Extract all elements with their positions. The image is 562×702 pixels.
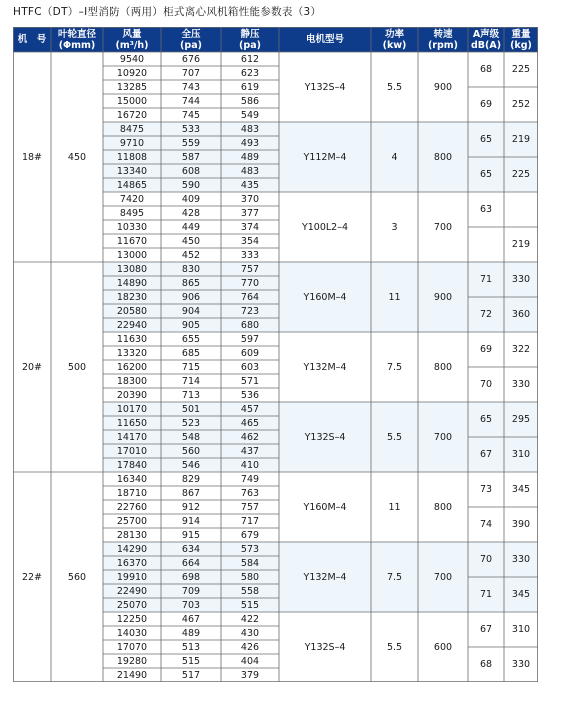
total-pressure-cell: 915 bbox=[181, 529, 201, 541]
total-pressure-cell: 450 bbox=[181, 235, 201, 247]
impeller-diameter: 560 bbox=[67, 571, 87, 583]
airflow-cell: 18710 bbox=[116, 487, 148, 499]
noise-level: 70 bbox=[479, 554, 493, 565]
static-pressure-cell: 377 bbox=[240, 207, 260, 219]
airflow-cell: 10170 bbox=[116, 403, 148, 415]
table-grid-lines bbox=[13, 27, 538, 682]
static-pressure-cell: 483 bbox=[240, 165, 260, 177]
static-pressure-cell: 770 bbox=[240, 277, 260, 289]
airflow-cell: 20580 bbox=[116, 305, 148, 317]
weight: 345 bbox=[511, 484, 531, 495]
motor-power: 5.5 bbox=[386, 81, 403, 93]
static-pressure-cell: 764 bbox=[240, 291, 260, 303]
motor-model: Y100L2–4 bbox=[301, 221, 349, 233]
total-pressure-cell: 745 bbox=[181, 109, 201, 121]
airflow-cell: 10920 bbox=[116, 67, 148, 79]
motor-speed: 600 bbox=[433, 641, 453, 653]
airflow-cell: 11630 bbox=[116, 333, 148, 345]
static-pressure-cell: 489 bbox=[240, 151, 260, 163]
motor-model: Y132S–4 bbox=[304, 641, 346, 653]
header-cell: 功率 (kw) bbox=[371, 27, 418, 52]
motor-power: 11 bbox=[388, 291, 401, 303]
motor-speed: 700 bbox=[433, 221, 453, 233]
noise-level: 67 bbox=[479, 449, 493, 460]
total-pressure-cell: 709 bbox=[181, 585, 201, 597]
static-pressure-cell: 493 bbox=[240, 137, 260, 149]
airflow-cell: 22760 bbox=[116, 501, 148, 513]
header-cell: 风量 (m³/h) bbox=[103, 27, 161, 52]
motor-speed: 800 bbox=[433, 361, 453, 373]
weight: 225 bbox=[511, 169, 531, 180]
table-title: HTFC（DT）–Ⅰ型消防（两用）柜式离心风机箱性能参数表（3） bbox=[13, 6, 322, 18]
weight: 360 bbox=[511, 309, 531, 320]
total-pressure-cell: 513 bbox=[181, 641, 201, 653]
airflow-cell: 21490 bbox=[116, 669, 148, 681]
weight: 252 bbox=[511, 99, 531, 110]
static-pressure-cell: 680 bbox=[240, 319, 260, 331]
static-pressure-cell: 603 bbox=[240, 361, 260, 373]
total-pressure-cell: 914 bbox=[181, 515, 201, 527]
weight: 330 bbox=[511, 274, 531, 285]
noise-level: 74 bbox=[479, 519, 493, 530]
noise-level: 65 bbox=[479, 134, 493, 145]
airflow-cell: 19280 bbox=[116, 655, 148, 667]
static-pressure-cell: 374 bbox=[240, 221, 260, 233]
airflow-cell: 17010 bbox=[116, 445, 148, 457]
header-cell: 全压 (pa) bbox=[161, 27, 221, 52]
impeller-diameter: 450 bbox=[67, 151, 87, 163]
motor-speed: 900 bbox=[433, 291, 453, 303]
airflow-cell: 14290 bbox=[116, 543, 148, 555]
total-pressure-cell: 546 bbox=[181, 459, 201, 471]
total-pressure-cell: 523 bbox=[181, 417, 201, 429]
weight: 310 bbox=[511, 449, 531, 460]
motor-speed: 700 bbox=[433, 431, 453, 443]
header-cell: 叶轮直径 (Φmm) bbox=[51, 27, 103, 52]
motor-power: 4 bbox=[391, 151, 398, 163]
static-pressure-cell: 437 bbox=[240, 445, 260, 457]
motor-power: 5.5 bbox=[386, 641, 403, 653]
noise-level: 69 bbox=[479, 99, 493, 110]
static-pressure-cell: 333 bbox=[240, 249, 260, 261]
machine-number: 18# bbox=[21, 151, 43, 163]
total-pressure-cell: 912 bbox=[181, 501, 201, 513]
airflow-cell: 18300 bbox=[116, 375, 148, 387]
total-pressure-cell: 452 bbox=[181, 249, 201, 261]
motor-power: 11 bbox=[388, 501, 401, 513]
motor-power: 7.5 bbox=[386, 361, 403, 373]
noise-level: 68 bbox=[479, 64, 493, 75]
airflow-cell: 9710 bbox=[119, 137, 145, 149]
weight: 390 bbox=[511, 519, 531, 530]
total-pressure-cell: 685 bbox=[181, 347, 201, 359]
airflow-cell: 13320 bbox=[116, 347, 148, 359]
static-pressure-cell: 404 bbox=[240, 655, 260, 667]
airflow-cell: 11670 bbox=[116, 235, 148, 247]
static-pressure-cell: 580 bbox=[240, 571, 260, 583]
static-pressure-cell: 515 bbox=[240, 599, 260, 611]
static-pressure-cell: 623 bbox=[240, 67, 260, 79]
total-pressure-cell: 634 bbox=[181, 543, 201, 555]
total-pressure-cell: 905 bbox=[181, 319, 201, 331]
airflow-cell: 8495 bbox=[119, 207, 145, 219]
airflow-cell: 22490 bbox=[116, 585, 148, 597]
total-pressure-cell: 608 bbox=[181, 165, 201, 177]
total-pressure-cell: 744 bbox=[181, 95, 201, 107]
motor-model: Y132S–4 bbox=[304, 431, 346, 443]
static-pressure-cell: 586 bbox=[240, 95, 260, 107]
weight: 219 bbox=[511, 134, 531, 145]
static-pressure-cell: 584 bbox=[240, 557, 260, 569]
static-pressure-cell: 597 bbox=[240, 333, 260, 345]
static-pressure-cell: 723 bbox=[240, 305, 260, 317]
total-pressure-cell: 590 bbox=[181, 179, 201, 191]
static-pressure-cell: 757 bbox=[240, 263, 260, 275]
total-pressure-cell: 489 bbox=[181, 627, 201, 639]
weight: 330 bbox=[511, 379, 531, 390]
header-cell: 重量 (kg) bbox=[504, 27, 538, 52]
airflow-cell: 9540 bbox=[119, 53, 145, 65]
airflow-cell: 14890 bbox=[116, 277, 148, 289]
static-pressure-cell: 465 bbox=[240, 417, 260, 429]
total-pressure-cell: 517 bbox=[181, 669, 201, 681]
total-pressure-cell: 904 bbox=[181, 305, 201, 317]
total-pressure-cell: 515 bbox=[181, 655, 201, 667]
motor-speed: 800 bbox=[433, 501, 453, 513]
header-cell: 静压 (pa) bbox=[221, 27, 279, 52]
airflow-cell: 11808 bbox=[116, 151, 148, 163]
airflow-cell: 22940 bbox=[116, 319, 148, 331]
weight: 322 bbox=[511, 344, 531, 355]
total-pressure-cell: 559 bbox=[181, 137, 201, 149]
static-pressure-cell: 757 bbox=[240, 501, 260, 513]
static-pressure-cell: 573 bbox=[240, 543, 260, 555]
total-pressure-cell: 830 bbox=[181, 263, 201, 275]
total-pressure-cell: 501 bbox=[181, 403, 201, 415]
total-pressure-cell: 906 bbox=[181, 291, 201, 303]
noise-level: 72 bbox=[479, 309, 493, 320]
total-pressure-cell: 467 bbox=[181, 613, 201, 625]
motor-speed: 700 bbox=[433, 571, 453, 583]
airflow-cell: 16370 bbox=[116, 557, 148, 569]
total-pressure-cell: 714 bbox=[181, 375, 201, 387]
header-cell: 机 号 bbox=[13, 27, 51, 52]
total-pressure-cell: 664 bbox=[181, 557, 201, 569]
motor-model: Y112M–4 bbox=[303, 151, 347, 163]
airflow-cell: 25700 bbox=[116, 515, 148, 527]
airflow-cell: 15000 bbox=[116, 95, 148, 107]
total-pressure-cell: 449 bbox=[181, 221, 201, 233]
airflow-cell: 8475 bbox=[119, 123, 145, 135]
airflow-cell: 13000 bbox=[116, 249, 148, 261]
noise-level: 65 bbox=[479, 414, 493, 425]
airflow-cell: 16200 bbox=[116, 361, 148, 373]
airflow-cell: 28130 bbox=[116, 529, 148, 541]
motor-model: Y132S–4 bbox=[304, 81, 346, 93]
total-pressure-cell: 655 bbox=[181, 333, 201, 345]
airflow-cell: 7420 bbox=[119, 193, 145, 205]
noise-level: 63 bbox=[479, 204, 493, 215]
total-pressure-cell: 548 bbox=[181, 431, 201, 443]
airflow-cell: 16340 bbox=[116, 473, 148, 485]
static-pressure-cell: 354 bbox=[240, 235, 260, 247]
weight: 330 bbox=[511, 659, 531, 670]
airflow-cell: 13340 bbox=[116, 165, 148, 177]
weight: 219 bbox=[511, 239, 531, 250]
static-pressure-cell: 549 bbox=[240, 109, 260, 121]
static-pressure-cell: 558 bbox=[240, 585, 260, 597]
machine-number: 20# bbox=[21, 361, 43, 373]
airflow-cell: 13285 bbox=[116, 81, 148, 93]
header-cell: 电机型号 bbox=[279, 27, 371, 52]
header-cell: A声级 dB(A) bbox=[468, 27, 504, 52]
total-pressure-cell: 707 bbox=[181, 67, 201, 79]
airflow-cell: 13080 bbox=[116, 263, 148, 275]
static-pressure-cell: 379 bbox=[240, 669, 260, 681]
static-pressure-cell: 430 bbox=[240, 627, 260, 639]
impeller-diameter: 500 bbox=[67, 361, 87, 373]
total-pressure-cell: 829 bbox=[181, 473, 201, 485]
noise-level: 67 bbox=[479, 624, 493, 635]
static-pressure-cell: 749 bbox=[240, 473, 260, 485]
airflow-cell: 16720 bbox=[116, 109, 148, 121]
total-pressure-cell: 428 bbox=[181, 207, 201, 219]
noise-level: 65 bbox=[479, 169, 493, 180]
airflow-cell: 20390 bbox=[116, 389, 148, 401]
motor-model: Y132M–4 bbox=[303, 361, 347, 373]
weight: 310 bbox=[511, 624, 531, 635]
static-pressure-cell: 462 bbox=[240, 431, 260, 443]
weight: 225 bbox=[511, 64, 531, 75]
motor-power: 7.5 bbox=[386, 571, 403, 583]
static-pressure-cell: 717 bbox=[240, 515, 260, 527]
static-pressure-cell: 609 bbox=[240, 347, 260, 359]
noise-level: 68 bbox=[479, 659, 493, 670]
airflow-cell: 14030 bbox=[116, 627, 148, 639]
noise-level: 69 bbox=[479, 344, 493, 355]
weight: 295 bbox=[511, 414, 531, 425]
airflow-cell: 11650 bbox=[116, 417, 148, 429]
total-pressure-cell: 865 bbox=[181, 277, 201, 289]
airflow-cell: 19910 bbox=[116, 571, 148, 583]
static-pressure-cell: 619 bbox=[240, 81, 260, 93]
static-pressure-cell: 536 bbox=[240, 389, 260, 401]
total-pressure-cell: 533 bbox=[181, 123, 201, 135]
motor-model: Y160M–4 bbox=[303, 291, 347, 303]
weight: 345 bbox=[511, 589, 531, 600]
motor-power: 5.5 bbox=[386, 431, 403, 443]
total-pressure-cell: 409 bbox=[181, 193, 201, 205]
static-pressure-cell: 457 bbox=[240, 403, 260, 415]
total-pressure-cell: 743 bbox=[181, 81, 201, 93]
noise-level: 73 bbox=[479, 484, 493, 495]
static-pressure-cell: 422 bbox=[240, 613, 260, 625]
total-pressure-cell: 703 bbox=[181, 599, 201, 611]
airflow-cell: 14865 bbox=[116, 179, 148, 191]
airflow-cell: 12250 bbox=[116, 613, 148, 625]
static-pressure-cell: 763 bbox=[240, 487, 260, 499]
static-pressure-cell: 571 bbox=[240, 375, 260, 387]
airflow-cell: 25070 bbox=[116, 599, 148, 611]
airflow-cell: 17840 bbox=[116, 459, 148, 471]
static-pressure-cell: 612 bbox=[240, 53, 260, 65]
header-cell: 转速 (rpm) bbox=[418, 27, 468, 52]
static-pressure-cell: 483 bbox=[240, 123, 260, 135]
static-pressure-cell: 426 bbox=[240, 641, 260, 653]
motor-speed: 900 bbox=[433, 81, 453, 93]
total-pressure-cell: 715 bbox=[181, 361, 201, 373]
motor-model: Y160M–4 bbox=[303, 501, 347, 513]
static-pressure-cell: 679 bbox=[240, 529, 260, 541]
airflow-cell: 18230 bbox=[116, 291, 148, 303]
total-pressure-cell: 587 bbox=[181, 151, 201, 163]
noise-level: 71 bbox=[479, 589, 493, 600]
motor-model: Y132M–4 bbox=[303, 571, 347, 583]
noise-level: 70 bbox=[479, 379, 493, 390]
airflow-cell: 14170 bbox=[116, 431, 148, 443]
noise-level: 71 bbox=[479, 274, 493, 285]
performance-table bbox=[13, 27, 538, 682]
total-pressure-cell: 560 bbox=[181, 445, 201, 457]
total-pressure-cell: 676 bbox=[181, 53, 201, 65]
motor-speed: 800 bbox=[433, 151, 453, 163]
motor-power: 3 bbox=[391, 221, 398, 233]
total-pressure-cell: 713 bbox=[181, 389, 201, 401]
machine-number: 22# bbox=[21, 571, 43, 583]
total-pressure-cell: 867 bbox=[181, 487, 201, 499]
total-pressure-cell: 698 bbox=[181, 571, 201, 583]
airflow-cell: 17070 bbox=[116, 641, 148, 653]
weight: 330 bbox=[511, 554, 531, 565]
static-pressure-cell: 435 bbox=[240, 179, 260, 191]
airflow-cell: 10330 bbox=[116, 221, 148, 233]
static-pressure-cell: 370 bbox=[240, 193, 260, 205]
static-pressure-cell: 410 bbox=[240, 459, 260, 471]
